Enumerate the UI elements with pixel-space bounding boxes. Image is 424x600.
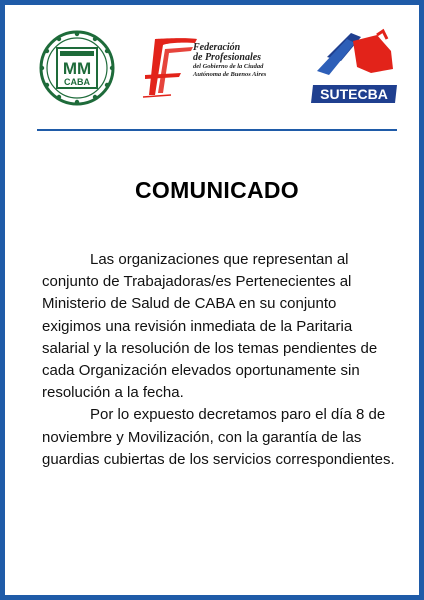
communique-body bbox=[42, 249, 398, 471]
caba-logo-text: CABA bbox=[64, 77, 90, 87]
body-paragraph: Las organizaciones que representan al conjunto de Trabajadoras/es Pertenecientes al Ministerio de Salud de CABA en su conjunto exigimos una revisión inmediata de la Paritaria salarial y la resolución de los temas pendientes de cada Organización elevados oportunamente sin resolución a la fecha. bbox=[42, 251, 378, 402]
federacion-logo bbox=[141, 35, 289, 101]
sutecba-logo bbox=[307, 27, 401, 107]
fed-line-1: Federación bbox=[193, 42, 241, 53]
federacion-logo-text bbox=[193, 43, 289, 79]
mm-caba-logo bbox=[37, 29, 117, 107]
body-paragraph: Por lo expuesto decretamos paro el día 8 de noviembre y Movilización, con la garantía de las guardias cubiertas de los servicios correspondientes. bbox=[42, 406, 395, 468]
sutecba-logo-text: SUTECBA bbox=[320, 86, 388, 102]
mm-logo-text: MM bbox=[62, 59, 92, 78]
fed-line-3: del Gobierno de la Ciudad bbox=[193, 63, 264, 70]
page-title: COMUNICADO bbox=[135, 177, 299, 203]
header-divider bbox=[37, 129, 397, 131]
fed-line-4: Autónoma de Buenos Aires bbox=[193, 71, 267, 78]
fed-line-2: de Profesionales bbox=[193, 52, 262, 63]
